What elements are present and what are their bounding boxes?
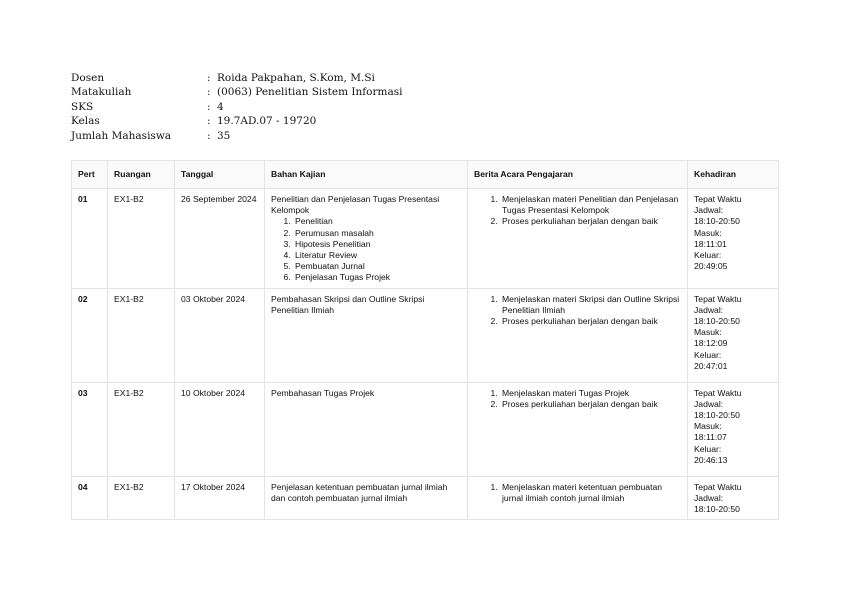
list-item: 4. Literatur Review: [293, 250, 461, 261]
column-header-tanggal: Tanggal: [175, 161, 265, 189]
course-info: [71, 71, 402, 143]
cell-bahan-kajian: [265, 288, 468, 382]
info-value: 35: [217, 129, 231, 142]
berita-acara-list: [474, 194, 681, 228]
kehadiran-line: 18:10-20:50: [694, 504, 740, 515]
kehadiran-line: 20:47:01: [694, 360, 728, 371]
info-row-jumlah-mahasiswa: [71, 129, 402, 143]
kehadiran-line: 18:11:07: [694, 432, 727, 443]
kehadiran-status: Tepat Waktu: [694, 194, 742, 204]
info-label: Jumlah Mahasiswa: [71, 129, 172, 142]
table-row: [72, 288, 779, 382]
cell-pert: 02: [72, 288, 108, 382]
berita-acara-list: [474, 388, 681, 410]
kehadiran-line: 18:12:09: [694, 338, 728, 349]
column-header-pert: Pert: [72, 161, 108, 189]
info-label: SKS: [71, 100, 94, 113]
column-header-ruangan: Ruangan: [108, 161, 175, 189]
cell-berita-acara: [468, 189, 688, 289]
list-item: 1. Menjelaskan materi Penelitian dan Penjelasan Tugas Presentasi Kelompok: [500, 194, 681, 216]
bahan-kajian-text: Pembahasan Skripsi dan Outline Skripsi Penelitian Ilmiah: [271, 293, 425, 315]
column-header-kehadiran: Kehadiran: [688, 161, 779, 189]
list-item: 3. Hipotesis Penelitian: [293, 239, 461, 250]
info-label: Matakuliah: [71, 86, 132, 99]
cell-ruangan: EX1-B2: [108, 288, 175, 382]
info-row-dosen: [71, 71, 402, 85]
table-row: [72, 189, 779, 289]
cell-kehadiran: [688, 189, 779, 289]
berita-acara-list: [474, 294, 681, 328]
column-header-berita-acara: Berita Acara Pengajaran: [468, 161, 688, 189]
list-item: 1. Menjelaskan materi ketentuan pembuatan jurnal ilmiah contoh jurnal ilmiah: [500, 482, 681, 504]
cell-pert: 01: [72, 189, 108, 289]
kehadiran-status: Tepat Waktu: [694, 481, 742, 492]
cell-pert: 04: [72, 476, 108, 520]
bahan-kajian-text: Pembahasan Tugas Projek: [271, 387, 375, 398]
attendance-table: [71, 160, 779, 520]
cell-pert: 03: [72, 382, 108, 476]
cell-bahan-kajian: [265, 189, 468, 289]
info-value: 19.7AD.07 - 19720: [217, 115, 317, 128]
info-label: Kelas: [71, 115, 100, 128]
kehadiran-line: 18:10-20:50: [694, 216, 740, 227]
info-separator: :: [207, 86, 211, 99]
info-separator: :: [207, 129, 211, 142]
info-label: Dosen: [71, 72, 105, 84]
list-item: 2. Proses perkuliahan berjalan dengan baik: [500, 399, 681, 410]
cell-ruangan: EX1-B2: [108, 476, 175, 520]
kehadiran-line: Jadwal:: [694, 304, 724, 315]
info-separator: :: [207, 72, 211, 84]
kehadiran-line: 20:46:13: [694, 454, 728, 465]
cell-tanggal: 26 September 2024: [175, 189, 265, 289]
cell-berita-acara: [468, 288, 688, 382]
list-item: 1. Menjelaskan materi Skripsi dan Outline Skripsi Penelitian Ilmiah: [500, 294, 681, 316]
table-header-row: [72, 161, 779, 189]
bahan-kajian-text: Penelitian dan Penjelasan Tugas Presentasi Kelompok: [271, 194, 440, 216]
kehadiran-line: Keluar:: [694, 250, 722, 261]
bahan-kajian-text: Penjelasan ketentuan pembuatan jurnal ilmiah dan contoh pembuatan jurnal ilmiah: [271, 481, 448, 503]
info-value: 4: [217, 100, 224, 113]
cell-tanggal: 10 Oktober 2024: [175, 382, 265, 476]
cell-berita-acara: [468, 476, 688, 520]
cell-berita-acara: [468, 382, 688, 476]
kehadiran-line: Jadwal:: [694, 492, 724, 503]
cell-kehadiran: [688, 382, 779, 476]
cell-bahan-kajian: [265, 476, 468, 520]
cell-bahan-kajian: [265, 382, 468, 476]
cell-kehadiran: [688, 288, 779, 382]
list-item: 2. Proses perkuliahan berjalan dengan baik: [500, 216, 681, 227]
kehadiran-line: Masuk:: [694, 227, 722, 238]
cell-ruangan: EX1-B2: [108, 189, 175, 289]
kehadiran-line: Jadwal:: [694, 205, 724, 216]
info-separator: :: [207, 115, 211, 128]
kehadiran-line: 18:10-20:50: [694, 410, 740, 421]
info-row-kelas: [71, 114, 402, 128]
kehadiran-line: Masuk:: [694, 327, 722, 338]
info-value: Roida Pakpahan, S.Kom, M.Si: [217, 72, 375, 84]
list-item: 1. Penelitian: [293, 216, 461, 227]
info-row-matakuliah: [71, 85, 402, 99]
cell-tanggal: 03 Oktober 2024: [175, 288, 265, 382]
cell-tanggal: 17 Oktober 2024: [175, 476, 265, 520]
column-header-bahan-kajian: Bahan Kajian: [265, 161, 468, 189]
list-item: 6. Penjelasan Tugas Projek: [293, 272, 461, 283]
kehadiran-status: Tepat Waktu: [694, 293, 742, 304]
berita-acara-list: [474, 482, 681, 504]
info-value: (0063) Penelitian Sistem Informasi: [217, 86, 403, 99]
list-item: 1. Menjelaskan materi Tugas Projek: [500, 388, 681, 399]
kehadiran-line: Keluar:: [694, 349, 722, 360]
bahan-kajian-list: [271, 216, 461, 283]
cell-ruangan: EX1-B2: [108, 382, 175, 476]
kehadiran-status: Tepat Waktu: [694, 387, 742, 398]
kehadiran-line: Masuk:: [694, 421, 722, 432]
kehadiran-line: Jadwal:: [694, 398, 724, 409]
kehadiran-line: Keluar:: [694, 443, 722, 454]
kehadiran-line: 18:10-20:50: [694, 316, 740, 327]
list-item: 2. Proses perkuliahan berjalan dengan baik: [500, 316, 681, 327]
table-row: [72, 476, 779, 520]
table-row: [72, 382, 779, 476]
list-item: 2. Perumusan masalah: [293, 228, 461, 239]
cell-kehadiran: [688, 476, 779, 520]
kehadiran-line: 20:49:05: [694, 261, 728, 272]
info-row-sks: [71, 100, 402, 114]
kehadiran-line: 18:11:01: [694, 238, 727, 249]
list-item: 5. Pembuatan Jurnal: [293, 261, 461, 272]
info-separator: :: [207, 100, 211, 113]
